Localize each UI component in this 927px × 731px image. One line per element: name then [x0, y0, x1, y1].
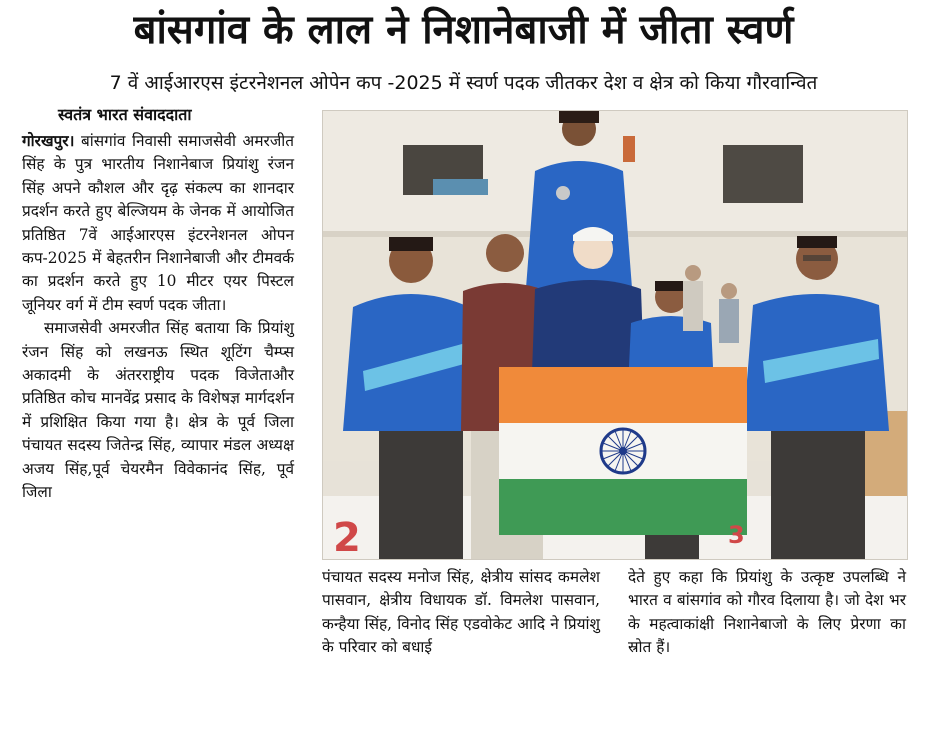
paragraph-3: पंचायत सदस्य मनोज सिंह, क्षेत्रीय सांसद कमलेश पासवान, क्षेत्रीय विधायक डॉ. विमलेश पासवान, कन्हैया सिंह, विनोद सिंह एडवोकेट आदि ने प्रियांशु के परिवार को बधाई [322, 568, 600, 657]
article-column-right [628, 566, 906, 660]
indian-flag [499, 367, 747, 535]
wall-screen-right [723, 145, 803, 203]
subheadline: 7 वें आईआरएस इंटरनेशनल ओपेन कप -2025 में स्वर्ण पदक जीतकर देश व क्षेत्र को किया गौरवान्वित [109, 72, 818, 94]
article-column-left [22, 130, 294, 505]
wall-sign [433, 179, 488, 195]
photo-illustration [323, 111, 907, 559]
article-column-middle [322, 566, 600, 660]
news-photo [322, 110, 908, 560]
byline: स्वतंत्र भारत संवाददाता [58, 105, 192, 124]
dateline: गोरखपुर। [22, 132, 75, 150]
podium-number-left: 2 [333, 515, 361, 559]
paragraph-1-text: बांसगांव निवासी समाजसेवी अमरजीत सिंह के पुत्र भारतीय निशानेबाज प्रियांशु रंजन सिंह अपने कौशल और दृढ़ संकल्प का शानदार प्रदर्शन करते हुए बेल्जियम के जेनक में आयोजित प्रतिष्ठित 7वें आईआरएस इंटरनेशनल ओपन कप-2025 में बेहतरीन निशानेबाजी और टीमवर्क का प्रदर्शन करते हुए 10 मीटर एयर पिस्टल जूनियर वर्ग में टीम स्वर्ण पदक जीता। [22, 132, 294, 314]
paragraph-1 [22, 130, 294, 317]
paragraph-2: समाजसेवी अमरजीत सिंह बताया कि प्रियांशु रंजन सिंह को लखनऊ स्थित शूटिंग चैम्प्स अकादमी के अंतरराष्ट्रीय पदक विजेताऔर प्रतिष्ठित कोच मानवेंद्र प्रसाद के विशेषज्ञ मार्गदर्शन में प्रशिक्षित किया गया है। क्षेत्र के पूर्व जिला पंचायत सदस्य जितेन्द्र सिंह, व्यापार मंडल अध्यक्ष अजय सिंह,पूर्व चेयरमैन विवेकानंद सिंह, पूर्व जिला [22, 319, 294, 502]
paragraph-4: देते हुए कहा कि प्रियांशु के उत्कृष्ट उपलब्धि ने भारत व बांसगांव को गौरव दिलाया है। जो देश भर के महत्वाकांक्षी निशानेबाजो के लिए प्रेरणा का स्रोत हैं। [628, 568, 906, 657]
podium-number-right: 3 [728, 521, 745, 549]
headline: बांसगांव के लाल ने निशानेबाजी में जीता स्वर्ण [133, 7, 794, 53]
